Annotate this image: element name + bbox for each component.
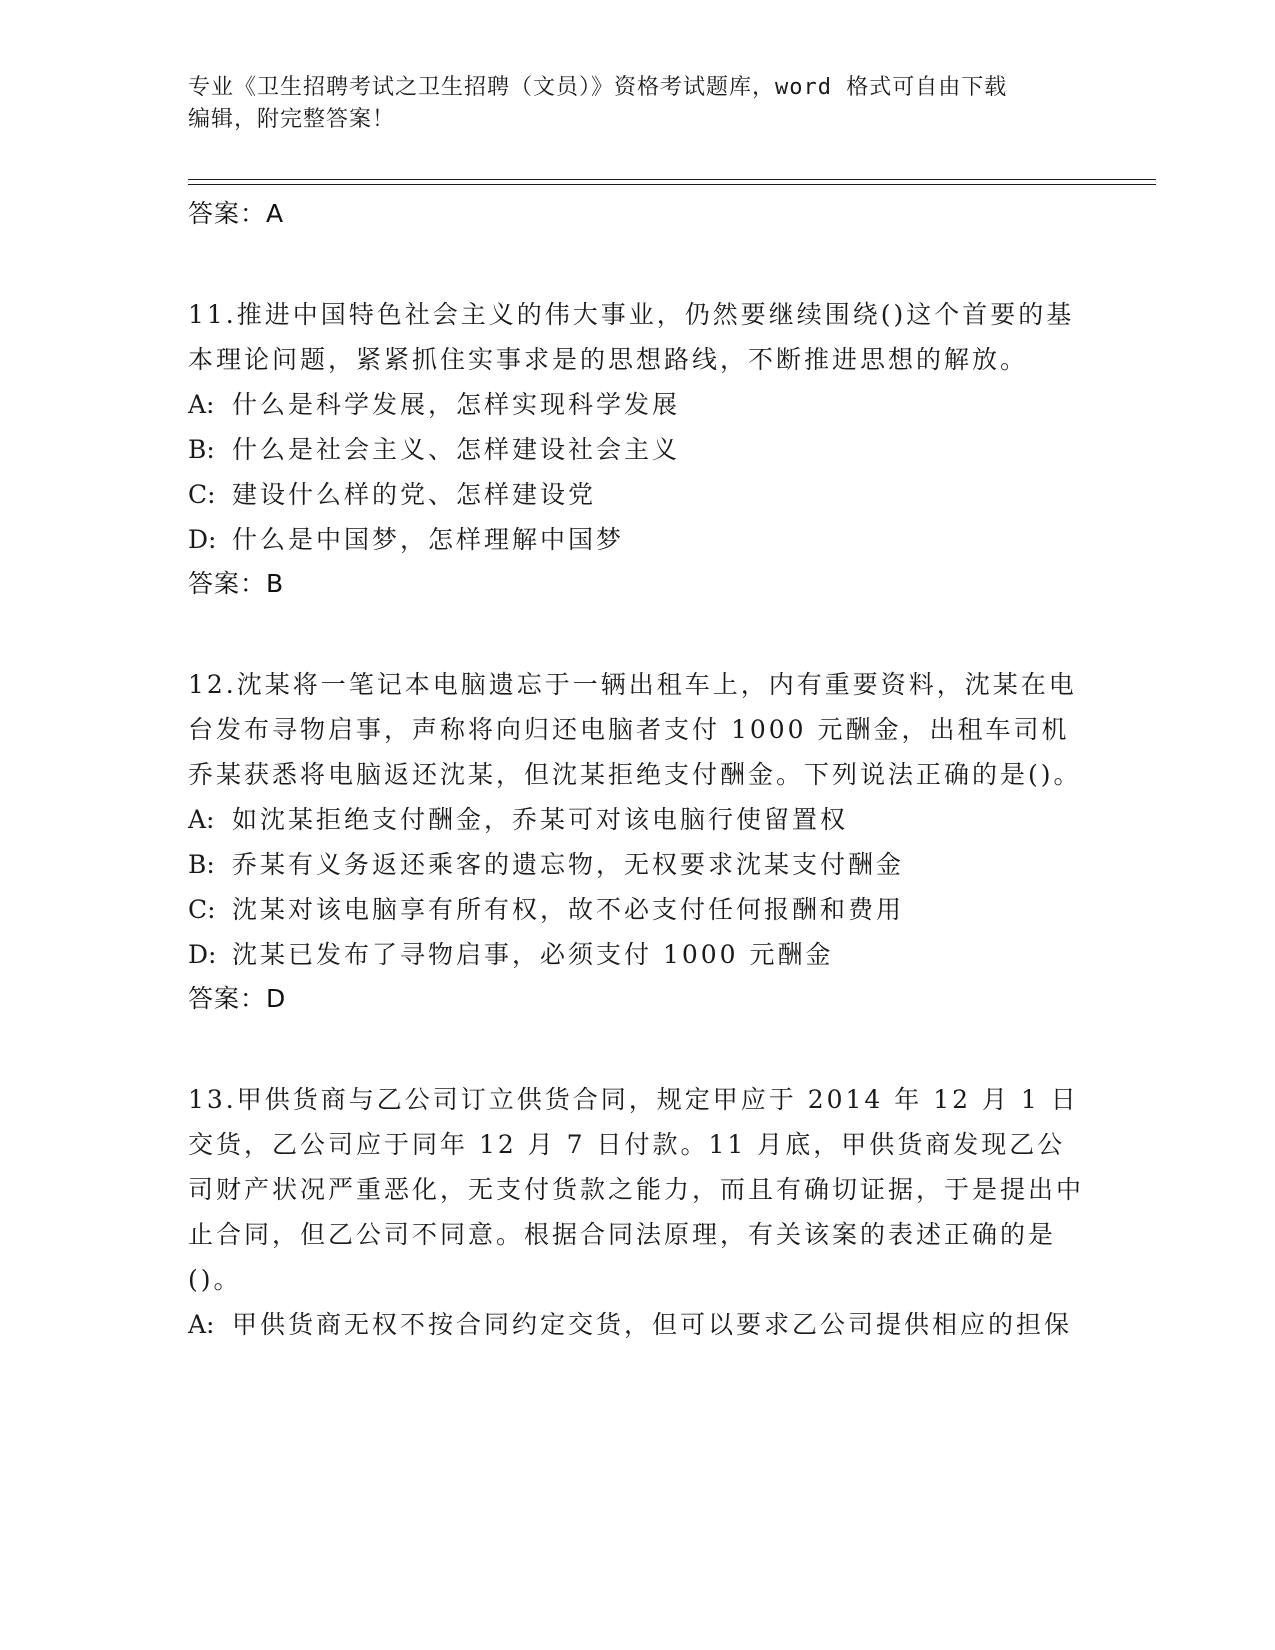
question-12-option-d: [188, 932, 1088, 977]
option-label: B:: [188, 435, 215, 464]
option-text: 沈某对该电脑享有所有权，故不必支付任何报酬和费用: [232, 895, 905, 924]
question-11-option-d: [188, 517, 1088, 562]
answer-previous: 答案：A: [188, 199, 285, 228]
question-11: [188, 292, 1088, 606]
question-11-stem: 11.推进中国特色社会主义的伟大事业，仍然要继续围绕()这个首要的基本理论问题，紧紧抓住实事求是的思想路线，不断推进思想的解放。: [188, 300, 1075, 374]
option-label: C:: [188, 895, 216, 924]
question-11-answer: 答案：B: [188, 569, 285, 598]
question-12-option-a: [188, 797, 1088, 842]
option-text: 建设什么样的党、怎样建设党: [232, 480, 597, 509]
header-divider-bottom: [188, 184, 1156, 185]
spacer: [188, 1021, 1088, 1077]
question-11-option-c: [188, 472, 1088, 517]
question-12: [188, 662, 1088, 1021]
option-text: 甲供货商无权不按合同约定交货，但可以要求乙公司提供相应的担保: [232, 1310, 1073, 1339]
option-label: A:: [188, 390, 215, 419]
header-divider-top: [188, 179, 1156, 180]
header-line-1: 专业《卫生招聘考试之卫生招聘（文员）》资格考试题库，word 格式可自由下载: [188, 75, 1008, 100]
spacer: [188, 606, 1088, 662]
option-label: C:: [188, 480, 216, 509]
question-11-option-a: [188, 382, 1088, 427]
page-header: [188, 72, 1088, 136]
question-11-option-b: [188, 427, 1088, 472]
question-12-stem: 12.沈某将一笔记本电脑遗忘于一辆出租车上，内有重要资料，沈某在电台发布寻物启事，声称将向归还电脑者支付 1000 元酬金，出租车司机乔某获悉将电脑返还沈某，但沈某拒绝支付酬金。下列说法正确的是()。: [188, 670, 1082, 789]
option-label: B:: [188, 850, 215, 879]
spacer: [188, 236, 1088, 292]
question-content: [188, 192, 1088, 1347]
question-12-option-b: [188, 842, 1088, 887]
question-12-option-c: [188, 887, 1088, 932]
option-text: 什么是科学发展，怎样实现科学发展: [232, 390, 681, 419]
option-text: 什么是社会主义、怎样建设社会主义: [232, 435, 681, 464]
option-label: D:: [188, 940, 217, 969]
header-line-2: 编辑，附完整答案！: [188, 107, 396, 132]
option-label: A:: [188, 805, 215, 834]
option-text: 如沈某拒绝支付酬金，乔某可对该电脑行使留置权: [232, 805, 849, 834]
question-12-answer: 答案：D: [188, 984, 287, 1013]
question-13-option-a: [188, 1302, 1088, 1347]
option-label: A:: [188, 1310, 215, 1339]
option-text: 什么是中国梦，怎样理解中国梦: [232, 525, 625, 554]
option-text: 沈某已发布了寻物启事，必须支付 1000 元酬金: [232, 940, 834, 969]
option-text: 乔某有义务返还乘客的遗忘物，无权要求沈某支付酬金: [232, 850, 905, 879]
question-13-stem: 13.甲供货商与乙公司订立供货合同，规定甲应于 2014 年 12 月 1 日交货，乙公司应于同年 12 月 7 日付款。11 月底，甲供货商发现乙公司财产状况严重恶化，无支付货款之能力，而且有确切证据，于是提出中止合同，但乙公司不同意。根据合同法原理，有关该案的表述正确的是()。: [188, 1085, 1085, 1294]
option-label: D:: [188, 525, 217, 554]
question-13: [188, 1077, 1088, 1347]
